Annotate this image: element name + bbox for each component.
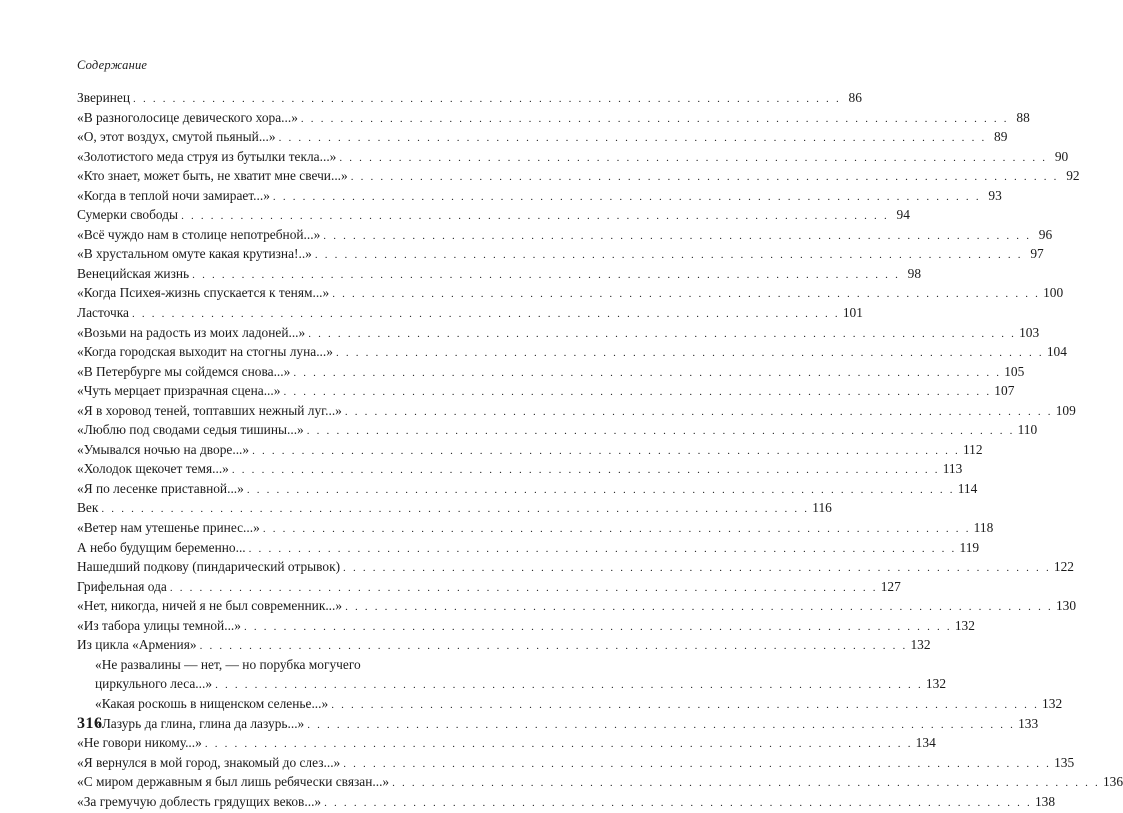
toc-entry-page: 98 xyxy=(907,265,922,281)
toc-entry-page: 114 xyxy=(957,480,978,496)
toc-entry-page: 132 xyxy=(954,617,975,633)
toc-entry xyxy=(77,596,1077,616)
toc-entry-title: «Не говори никому...» xyxy=(77,735,202,751)
toc-entry xyxy=(77,323,1040,343)
toc-entry xyxy=(77,792,1056,812)
dot-leader xyxy=(273,188,981,208)
toc-entry-page: 86 xyxy=(848,90,862,105)
toc-entry-page: 103 xyxy=(1019,324,1040,340)
toc-entry xyxy=(77,244,1044,264)
toc-entry-title: А небо будущим беременно... xyxy=(77,539,246,555)
toc-entry-title: «Из табора улицы темной...» xyxy=(77,617,241,633)
toc-entry xyxy=(77,88,862,108)
toc-entry xyxy=(77,225,1053,245)
toc-entry-page: 107 xyxy=(994,383,1015,399)
toc-entry-title: «В Петербурге мы сойдемся снова...» xyxy=(77,363,291,379)
toc-entry-title: «Холодок щекочет темя...» xyxy=(77,461,229,477)
dot-leader xyxy=(307,422,1015,442)
toc-entry-title: циркульного леса...» xyxy=(95,676,213,692)
dot-leader xyxy=(351,168,1059,188)
page-number: 316 xyxy=(77,715,103,732)
toc-entry-title: «Какая роскошь в нищенском селенье...» xyxy=(95,695,329,711)
toc-entry-page: 136 xyxy=(1102,774,1123,790)
toc-entry-title: «Ветер нам утешенье принес...» xyxy=(77,520,260,536)
toc-entry xyxy=(77,381,1015,401)
toc-entry xyxy=(77,733,936,753)
toc-entry-title: Из цикла «Армения» xyxy=(77,637,197,653)
dot-leader xyxy=(279,129,987,149)
dot-leader xyxy=(247,481,955,501)
toc-entry-page: 110 xyxy=(1017,422,1038,438)
toc-entry xyxy=(77,616,975,636)
toc-entry-page: 92 xyxy=(1066,168,1080,184)
toc-entry-page: 94 xyxy=(896,207,910,223)
toc-entry-page: 101 xyxy=(842,305,863,321)
toc-entry xyxy=(77,772,1123,792)
dot-leader xyxy=(324,794,1032,813)
toc-entry-page: 104 xyxy=(1046,344,1067,360)
running-head: Содержание xyxy=(77,58,148,72)
toc-entry xyxy=(77,147,1069,167)
toc-entry xyxy=(77,283,1064,303)
toc-entry-page: 138 xyxy=(1034,793,1056,809)
toc-entry-page: 132 xyxy=(910,637,931,653)
toc-entry xyxy=(77,440,983,460)
toc-entry xyxy=(77,166,1080,186)
toc-entry-title: «Когда городская выходит на стогны луна...» xyxy=(77,344,333,360)
toc-entry-title: Сумерки свободы xyxy=(77,207,179,223)
toc-entry-title: Ласточка xyxy=(77,305,129,321)
toc-entry-page: 134 xyxy=(915,735,936,751)
toc-entry-title: «Нет, никогда, ничей я не был современник...» xyxy=(77,598,343,614)
toc-entry xyxy=(77,108,1030,128)
toc-entry-title: «За гремучую доблесть грядущих веков...» xyxy=(77,793,322,809)
toc-entry-page: 89 xyxy=(994,129,1008,145)
dot-leader xyxy=(331,696,1039,716)
toc-entry-title: «Не развалины — нет, — но порубка могучего xyxy=(95,656,361,672)
dot-leader xyxy=(232,461,940,481)
dot-leader xyxy=(339,149,1047,169)
toc-entry-page: 122 xyxy=(1053,559,1074,575)
toc-entry-page: 135 xyxy=(1054,754,1075,770)
toc-entry xyxy=(77,362,1025,382)
toc-entry-title: «Когда Психея-жизнь спускается к теням...» xyxy=(77,285,330,301)
toc-entry xyxy=(77,498,832,518)
toc-entry xyxy=(77,655,420,675)
toc-entry-page: 127 xyxy=(880,578,901,594)
toc-entry-title: «Я по лесенке приставной...» xyxy=(77,480,244,496)
toc-entry-page: 112 xyxy=(962,441,983,457)
toc-entry-title: «Лазурь да глина, глина да лазурь...» xyxy=(95,715,305,731)
toc-entry xyxy=(77,127,1008,147)
toc-entry xyxy=(77,714,1039,734)
toc-entry xyxy=(77,205,910,225)
toc-entry-title: Век xyxy=(77,500,99,516)
toc-entry-page: 133 xyxy=(1018,715,1039,731)
toc-entry-title: «Я вернулся в мой город, знакомый до слез...» xyxy=(77,754,341,770)
toc-entry-page: 118 xyxy=(973,520,994,536)
dot-leader xyxy=(343,559,1051,579)
toc-entry-title: «В хрустальном омуте какая крутизна!..» xyxy=(77,246,312,262)
dot-leader xyxy=(336,344,1044,364)
toc-entry-title: «Когда в теплой ночи замирает...» xyxy=(77,187,270,203)
toc-entry-title: «Люблю под сводами седыя тишины...» xyxy=(77,422,304,438)
dot-leader xyxy=(252,442,960,462)
toc-entry-page: 113 xyxy=(942,461,963,477)
dot-leader xyxy=(332,285,1040,305)
toc-entry xyxy=(77,518,994,538)
dot-leader xyxy=(345,403,1053,423)
toc-entry-page: 90 xyxy=(1054,148,1069,164)
dot-leader xyxy=(301,110,1009,130)
dot-leader xyxy=(263,520,971,540)
toc-entry-title: «О, этот воздух, смутой пьяный...» xyxy=(77,129,276,145)
table-of-contents xyxy=(77,88,1123,811)
toc-entry xyxy=(77,342,1067,362)
toc-entry-title: «Чуть мерцает призрачная сцена...» xyxy=(77,383,281,399)
toc-entry xyxy=(77,479,978,499)
toc-entry xyxy=(77,401,1076,421)
toc-entry-page: 88 xyxy=(1016,109,1030,125)
toc-entry-page: 119 xyxy=(959,539,980,555)
toc-entry xyxy=(77,694,1063,714)
toc-entry-title: Нашедший подкову (пиндарический отрывок) xyxy=(77,559,341,575)
toc-entry-title: «Я в хоровод теней, топтавших нежный луг...» xyxy=(77,402,342,418)
toc-entry-page: 109 xyxy=(1055,402,1076,418)
dot-leader xyxy=(392,774,1100,794)
dot-leader xyxy=(249,540,957,560)
dot-leader xyxy=(283,383,991,403)
toc-entry-title: Грифельная ода xyxy=(77,578,167,594)
toc-entry xyxy=(77,186,1002,206)
toc-entry-title: «Золотистого меда струя из бутылки текла...» xyxy=(77,148,337,164)
toc-entry-page: 130 xyxy=(1055,598,1077,614)
dot-leader xyxy=(244,618,952,638)
toc-entry xyxy=(77,459,963,479)
dot-leader xyxy=(308,325,1016,345)
toc-entry-title: «В разноголосице девического хора...» xyxy=(77,109,298,125)
toc-entry-title: «Возьми на радость из моих ладоней...» xyxy=(77,324,306,340)
toc-entry-page: 97 xyxy=(1030,246,1044,262)
toc-entry xyxy=(77,420,1038,440)
toc-entry-title: Венецийская жизнь xyxy=(77,265,190,281)
toc-entry xyxy=(77,303,863,323)
toc-entry-title: «Всё чуждо нам в столице непотребной...» xyxy=(77,226,321,242)
toc-entry-title: Зверинец xyxy=(77,90,131,105)
toc-entry xyxy=(77,557,1074,577)
toc-entry xyxy=(77,635,931,655)
toc-entry-title: «Умывался ночью на дворе...» xyxy=(77,441,250,457)
dot-leader xyxy=(345,598,1053,618)
toc-entry xyxy=(77,538,980,558)
toc-entry-page: 116 xyxy=(812,500,832,516)
toc-entry xyxy=(77,264,922,284)
toc-entry-page: 132 xyxy=(1042,695,1063,711)
toc-entry xyxy=(77,674,947,694)
dot-leader xyxy=(307,716,1015,736)
toc-entry-title: «Кто знает, может быть, не хватит мне свечи...» xyxy=(77,168,348,184)
toc-entry xyxy=(77,753,1075,773)
dot-leader xyxy=(293,364,1001,384)
toc-entry-page: 105 xyxy=(1004,363,1025,379)
dot-leader xyxy=(343,755,1051,775)
toc-entry-page: 132 xyxy=(925,676,947,692)
toc-entry xyxy=(77,577,901,597)
toc-entry-page: 93 xyxy=(988,187,1002,203)
toc-entry-title: «С миром державным я был лишь ребячески связан...» xyxy=(77,774,390,790)
toc-entry-page: 100 xyxy=(1043,285,1064,301)
dot-leader xyxy=(323,227,1031,247)
toc-entry-page: 96 xyxy=(1038,226,1053,242)
